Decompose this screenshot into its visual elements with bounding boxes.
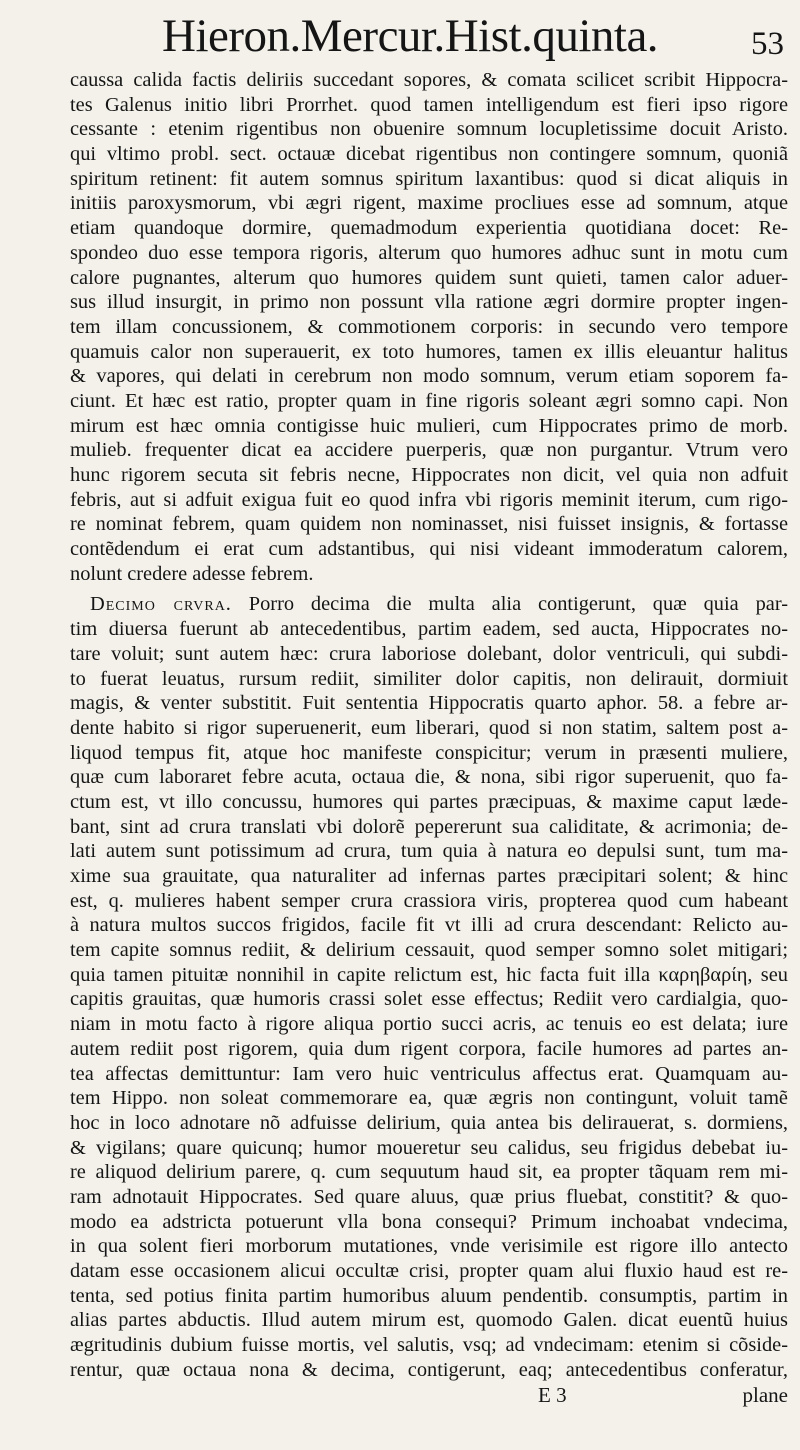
page-footer [70, 1382, 788, 1410]
text-line: ram adnotauit Hippocrates. Sed quare aluus, quæ prius fluebat, constitit? & quo- [70, 1185, 788, 1208]
text-line: à natura multos succos frigidos, facile fit vt illi ad crura descendant: Relicto au- [70, 914, 788, 937]
text-line: & vigilans; quare quicunq; humor moueretur seu calidus, seu frigidus debebat iu- [70, 1136, 788, 1159]
text-line: qui vltimo probl. sect. octauæ dicebat rigentibus non contingere somnum, quoniã [70, 143, 788, 166]
text-line: nolunt credere adesse febrem. [70, 562, 314, 585]
text-line: tea affectas demittuntur: Iam vero huic ventriculus affectus erat. Quamquam au- [70, 1062, 788, 1085]
text-line: dente habito si rigor superuenerit, eum liberari, quod si non statim, saltem post a- [70, 716, 788, 739]
text-line: xime sua grauitate, qua naturaliter ad infernas partes præcipitari solent; & hinc [70, 865, 788, 887]
text-line: & vapores, qui delati in cerebrum non modo somnum, verum etiam soporem fa- [70, 365, 788, 388]
text-line: alias partes abductis. Illud autem mirum est, quomodo Galen. dicat euentũ huius [70, 1309, 788, 1332]
text-line: initiis paroxysmorum, vbi ægri rigent, maxime procliues esse ad somnum, atque [70, 192, 788, 215]
text-line: ciunt. Et hæc est ratio, propter quam in fine rigoris soleant ægri somno capi. Non [70, 389, 788, 412]
text-line: caussa calida factis deliriis succedant sopores, & comata scilicet scribit Hippocra- [70, 69, 788, 91]
text-line: contẽdendum ei erat cum adstantibus, qui nisi videant immoderatum calorem, [70, 538, 788, 561]
text-line: autem rediit post rigorem, quia dum rigent corpora, facile humores ad partes an- [70, 1037, 788, 1060]
text-line: tes Galenus initio libri Prorrhet. quod tamen intelligendum est fieri ipso rigore [70, 93, 788, 116]
text-line: datam esse occasionem alicui occultæ crisi, propter quam alui fluxio haud est re- [70, 1260, 788, 1282]
text-line: bant, sint ad crura translati vbi dolorẽ pepererunt sua caliditate, & acrimonia; de- [70, 815, 788, 838]
text-line: tim diuersa fuerunt ab antecedentibus, partim eadem, sed aucta, Hippocrates no- [70, 618, 788, 641]
text-line: Decimo crvra. Porro decima die multa alia contigerunt, quæ quia par- [90, 593, 788, 616]
text-line: rentur, quæ octaua nona & decima, contigerunt, eaq; antecedentibus conferatur, [70, 1358, 788, 1381]
text-line: est, q. mulieres habent semper crura crassiora viris, propterea quod cum habeant [70, 889, 788, 912]
text-line: quamuis calor non superauerit, ex toto humores, tamen ex illis eleuantur halitus [70, 340, 788, 363]
text-line: sus illud insurgit, in primo non possunt vlla ratione ægri dormire propter ingen- [70, 291, 788, 314]
signature-mark: E 3 [538, 1383, 567, 1408]
text-line: cessante : etenim rigentibus non obuenire somnum locupletissime docuit Aristo. [70, 118, 788, 141]
text-line: quæ cum laboraret febre acuta, octaua die, & nona, sibi rigor superuenit, quo fa- [70, 766, 788, 789]
text-line: spondeo duo esse tempora rigoris, alterum quo humores adhuc sunt in motu cum [70, 241, 788, 264]
text-line: tare voluit; sunt autem hæc: crura laboriose dolebant, dolor ventriculi, qui subdi- [70, 642, 788, 665]
paragraph-1 [70, 68, 788, 586]
text-line: re aliquod delirium parere, q. cum sequutum haud sit, ea propter tãquam rem mi- [70, 1161, 788, 1184]
text-line: liquod tempus fit, atque hoc manifeste conspicitur; verum in præsenti muliere, [70, 741, 788, 764]
text-line: lati autem sunt potissimum ad crura, tum quia à natura eo depulsi sunt, tum ma- [70, 840, 788, 863]
text-line: etiam quandoque dormire, quemadmodum experientia quotidiana docet: Re- [70, 217, 788, 240]
text-line: ægritudinis dubium fuisse mortis, vel salutis, vsq; ad vndecimam: etenim si cõside- [70, 1334, 788, 1357]
text-line: tem capite somnus rediit, & delirium cessauit, quod semper somno solet mitigari; [70, 939, 788, 962]
page-header [70, 10, 788, 68]
text-line: to fuerat leuatus, rursum rediit, similiter dolor capitis, non delirauit, dormiuit [70, 667, 788, 690]
text-line: niam in motu facto à rigore aliqua portio succi acris, ac tenuis eo est delata; iure [70, 1013, 788, 1036]
text-line: hoc in loco adnotare nõ adfuisse delirium, quia antea bis delirauerat, s. dormiens, [70, 1111, 788, 1134]
text-line: hunc rigorem secuta sit febris necne, Hippocrates non dicit, vel quia non adfuit [70, 464, 788, 486]
text-line: in qua solent fieri morborum mutationes, vnde verisimile est rigore illo antecto [70, 1235, 788, 1258]
text-line: ctum est, vt illo concussu, humores qui partes præcipuas, & maxime caput læde- [70, 790, 788, 813]
lemma-heading: Decimo crvra. [90, 593, 232, 616]
text-line: re nominat febrem, quam quidem non nominasset, nisi fuisset insignis, & fortasse [70, 513, 788, 536]
text-line: magis, & venter substitit. Fuit sententia Hippocratis quarto aphor. 58. a febre ar- [70, 692, 788, 715]
text-line: mulieb. frequenter dicat ea accidere puerperis, quæ non purgantur. Vtrum vero [70, 439, 788, 462]
running-title: Hieron.Mercur.Hist.quinta. [162, 10, 659, 62]
text-line: spiritum retinent: fit autem somnus spiritum laxantibus: quod si dicat aliquis in [70, 167, 788, 190]
text-line: capitis grauitas, quæ humoris crassi solet esse effectus; Rediit vero cardialgia, quo- [70, 988, 788, 1011]
text-line: mirum est hæc omnia contigisse huic mulieri, cum Hippocrates primo de morb. [70, 414, 788, 437]
text-line: tem Hippo. non soleat commemorare ea, quæ ægris non contingunt, voluit tamẽ [70, 1087, 788, 1110]
text-line: tem illam concussionem, & commotionem corporis: in secundo vero tempore [70, 315, 788, 338]
text-line: quia tamen pituitæ nonnihil in capite relictum est, hic facta fuit illa καρηβαρίη, seu [70, 963, 788, 986]
text-line: tenta, sed potius finita partim humoribus aluum pendentib. consumptis, partim in [70, 1284, 788, 1307]
page-number: 53 [751, 26, 784, 62]
text-line: calore pugnantes, alterum quo humores quidem sunt quieti, tamen calor aduer- [70, 266, 788, 289]
paragraph-2 [70, 592, 788, 1382]
catchword: plane [742, 1383, 788, 1408]
text-line: febris, aut si adfuit exigua fuit eo quod infra vbi rigoris meminit iterum, cum rigo- [70, 488, 788, 511]
text-line: modo ea adstricta potuerunt vlla bona consequi? Primum inchoabat vndecima, [70, 1210, 788, 1233]
